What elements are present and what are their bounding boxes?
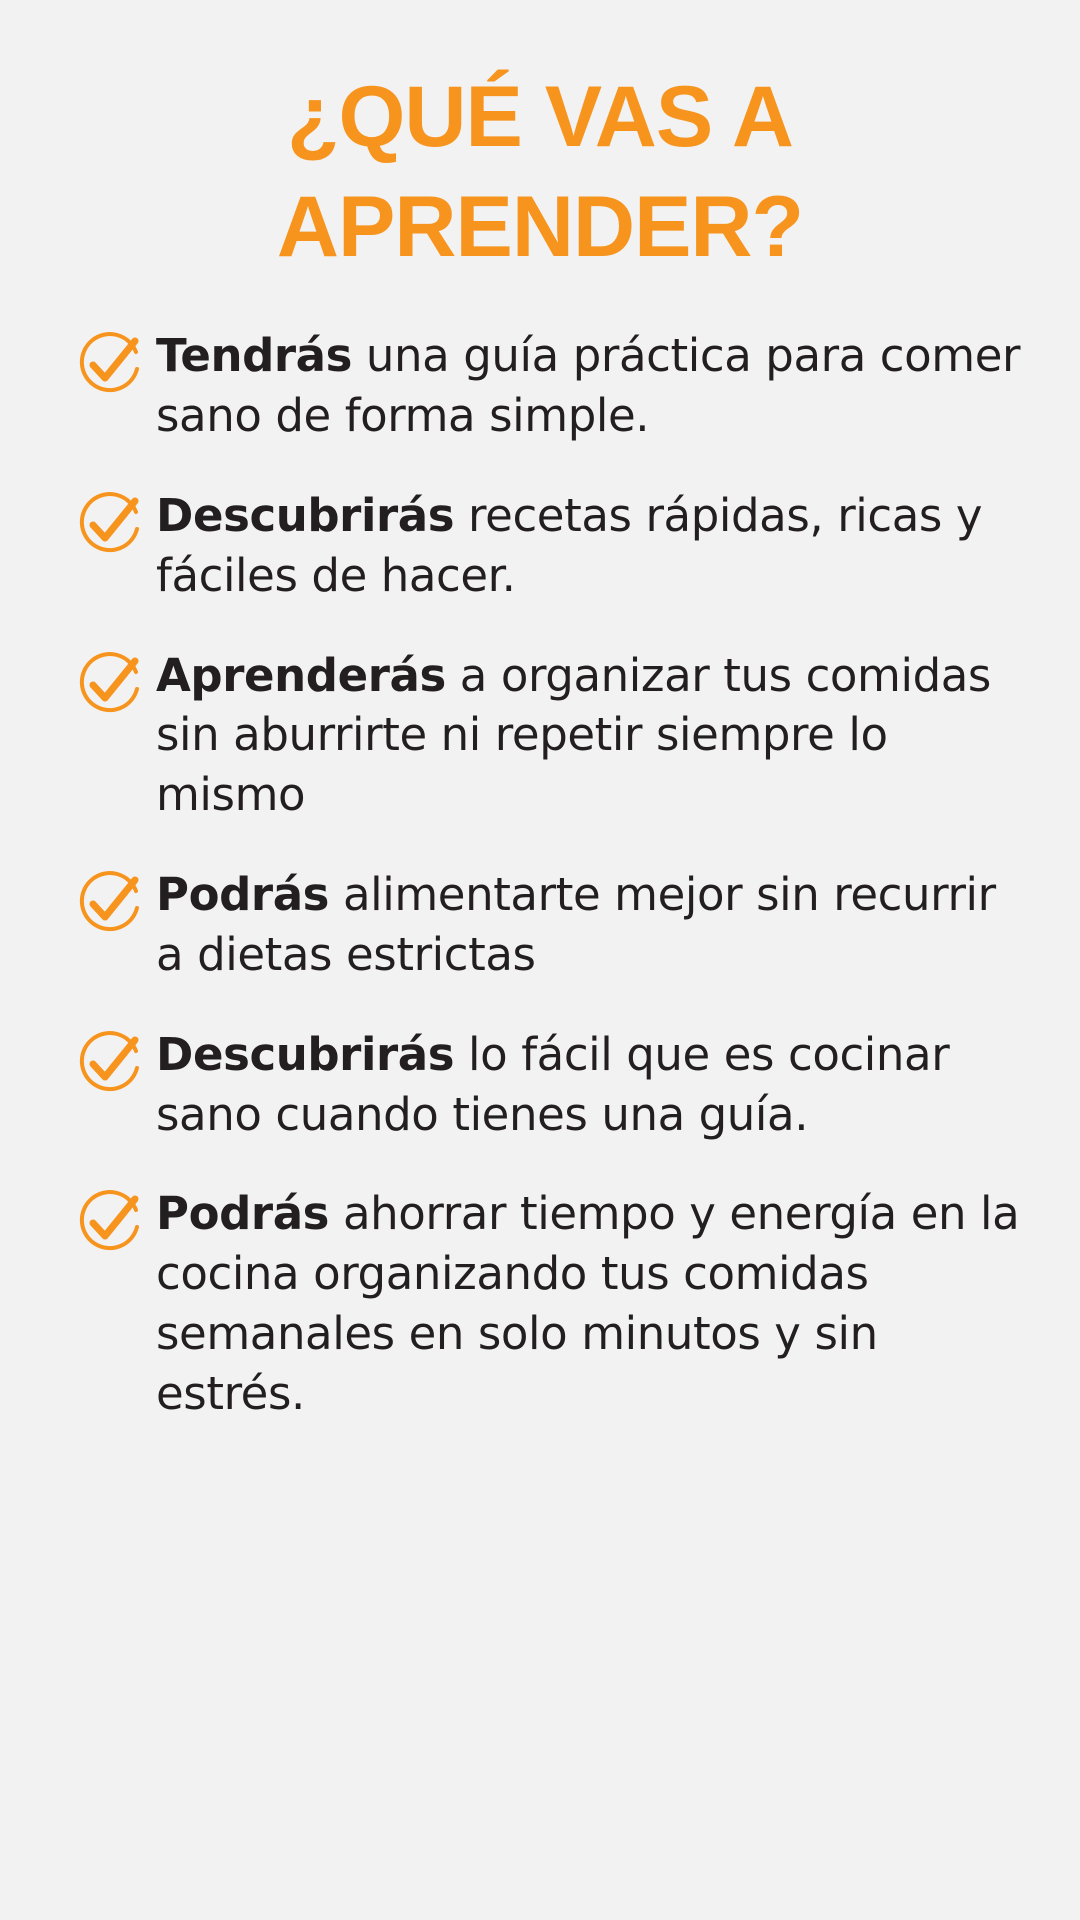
page-title: ¿QUÉ VAS A APRENDER? — [276, 69, 804, 276]
list-item-text — [156, 1184, 1022, 1423]
list-item-rest: recetas rápidas, ricas y fáciles de hacer. — [156, 488, 983, 602]
list-item-text — [156, 646, 1022, 826]
list-item-rest: a organizar tus comidas sin aburrirte ni repetir siempre lo mismo — [156, 648, 991, 822]
list-item — [76, 865, 1022, 985]
check-circle-icon — [76, 332, 142, 398]
benefits-list — [40, 326, 1040, 1424]
list-item-lead: Podrás — [156, 868, 330, 922]
check-circle-icon — [76, 871, 142, 937]
list-item — [76, 1025, 1022, 1145]
list-item-lead: Descubrirás — [156, 488, 455, 542]
list-item-rest: ahorrar tiempo y energía en la cocina organizando tus comidas semanales en solo minutos y sin estrés. — [156, 1187, 1020, 1420]
list-item-lead: Podrás — [156, 1187, 330, 1241]
list-item — [76, 486, 1022, 606]
list-item-text — [156, 486, 1022, 606]
list-item-text — [156, 865, 1022, 985]
list-item — [76, 646, 1022, 826]
check-circle-icon — [76, 652, 142, 718]
list-item-rest: una guía práctica para comer sano de forma simple. — [156, 329, 1021, 442]
check-circle-icon — [76, 1031, 142, 1097]
list-item-text — [156, 326, 1022, 446]
check-circle-icon — [76, 1190, 142, 1256]
list-item-rest: alimentarte mejor sin recurrir a dietas estrictas — [156, 868, 996, 981]
check-circle-icon — [76, 492, 142, 558]
list-item-lead: Descubrirás — [156, 1027, 455, 1081]
list-item-lead: Tendrás — [156, 329, 353, 383]
list-item — [76, 1184, 1022, 1423]
list-item-rest: lo fácil que es cocinar sano cuando tienes una guía. — [156, 1027, 950, 1141]
list-item-lead: Aprenderás — [156, 648, 446, 702]
list-item-text — [156, 1025, 1022, 1145]
list-item — [76, 326, 1022, 446]
